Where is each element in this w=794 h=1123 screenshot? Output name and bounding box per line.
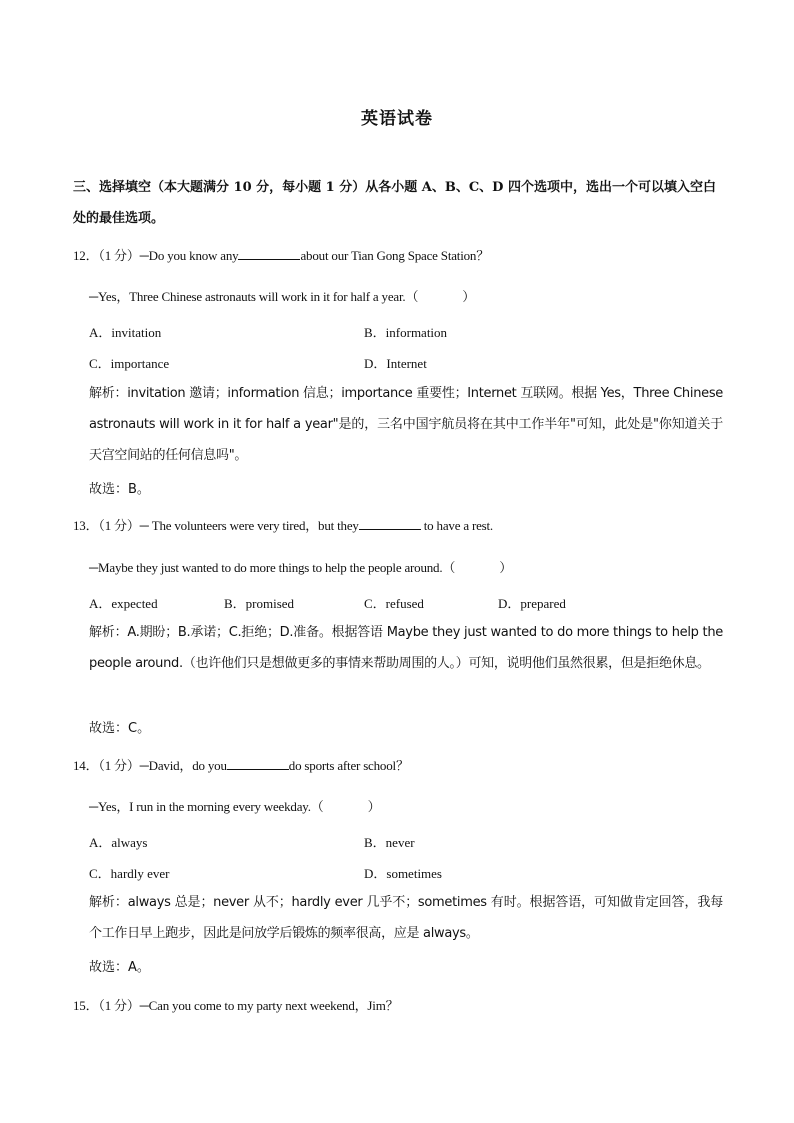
question-12-reply <box>89 286 475 305</box>
answer: 故选：A。 <box>89 960 150 975</box>
section-heading: 三、选择填空（本大题满分 10 分，每小题 1 分）从各小题 A、B、C、D 四个选项中，选出一个可以填入空白处的最佳选项。 <box>73 180 716 226</box>
question-13-prompt <box>73 515 493 534</box>
reply-text: ─Maybe they just wanted to do more things to help the people around.（ <box>89 560 456 575</box>
question-text: 12．（1 分）─Do you know any <box>73 248 239 263</box>
option-a: A．invitation <box>89 325 162 340</box>
question-text: 13．（1 分）─ The volunteers were very tired，but they <box>73 518 359 533</box>
answer: 故选：B。 <box>89 482 150 497</box>
explanation: 解析：A.期盼；B.承诺；C.拒绝；D.准备。根据答语 Maybe they just wanted to do more things to help the people around.（也许他们只是想做更多的事情来帮助周围的人。）可知，说明他们虽然很累，但是拒绝休息。 <box>89 625 723 671</box>
question-14-prompt <box>73 755 409 774</box>
question-13-reply <box>89 557 512 576</box>
question-text: to have a rest. <box>423 518 493 533</box>
option-a: A．always <box>89 835 148 850</box>
explanation: 解析：invitation 邀请；information 信息；importance 重要性；Internet 互联网。根据 Yes，Three Chinese astronauts will work in it for half a year"是的，三名中国宇航员将在其中工作半年"可知，此处是"你知道关于天宫空间站的任何信息吗"。 <box>89 386 723 463</box>
paren-close: ） <box>367 799 381 814</box>
answer-blank <box>227 756 289 770</box>
option-b: B．never <box>364 835 415 850</box>
option-b: B．promised <box>224 596 295 611</box>
option-d: D．sometimes <box>364 866 442 881</box>
question-text: 14．（1 分）─David，do you <box>73 758 227 773</box>
explanation: 解析：always 总是；never 从不；hardly ever 几乎不；sometimes 有时。根据答语，可知做肯定回答，我每个工作日早上跑步，因此是问放学后锻炼的频率很高，应是 always。 <box>89 895 723 941</box>
option-c: C．hardly ever <box>89 866 170 881</box>
reply-text: ─Yes，Three Chinese astronauts will work in it for half a year.（ <box>89 289 419 304</box>
question-14-reply <box>89 796 380 815</box>
option-b: B．information <box>364 325 448 340</box>
question-15-prompt <box>73 995 398 1014</box>
option-a: A．expected <box>89 596 158 611</box>
paren-close: ） <box>462 289 476 304</box>
option-d: D．Internet <box>364 356 427 371</box>
question-text: 15．（1 分）─Can you come to my party next weekend，Jim？ <box>73 998 399 1013</box>
answer: 故选：C。 <box>89 721 151 736</box>
page-title: 英语试卷 <box>361 109 433 129</box>
question-text: about our Tian Gong Space Station？ <box>300 248 490 263</box>
option-c: C．importance <box>89 356 170 371</box>
option-d: D．prepared <box>498 596 566 611</box>
paren-close: ） <box>499 560 513 575</box>
answer-blank <box>238 246 300 260</box>
reply-text: ─Yes，I run in the morning every weekday.（ <box>89 799 324 814</box>
option-c: C．refused <box>364 596 424 611</box>
question-text: do sports after school？ <box>288 758 409 773</box>
question-12-prompt <box>73 245 489 264</box>
answer-blank <box>359 516 421 530</box>
